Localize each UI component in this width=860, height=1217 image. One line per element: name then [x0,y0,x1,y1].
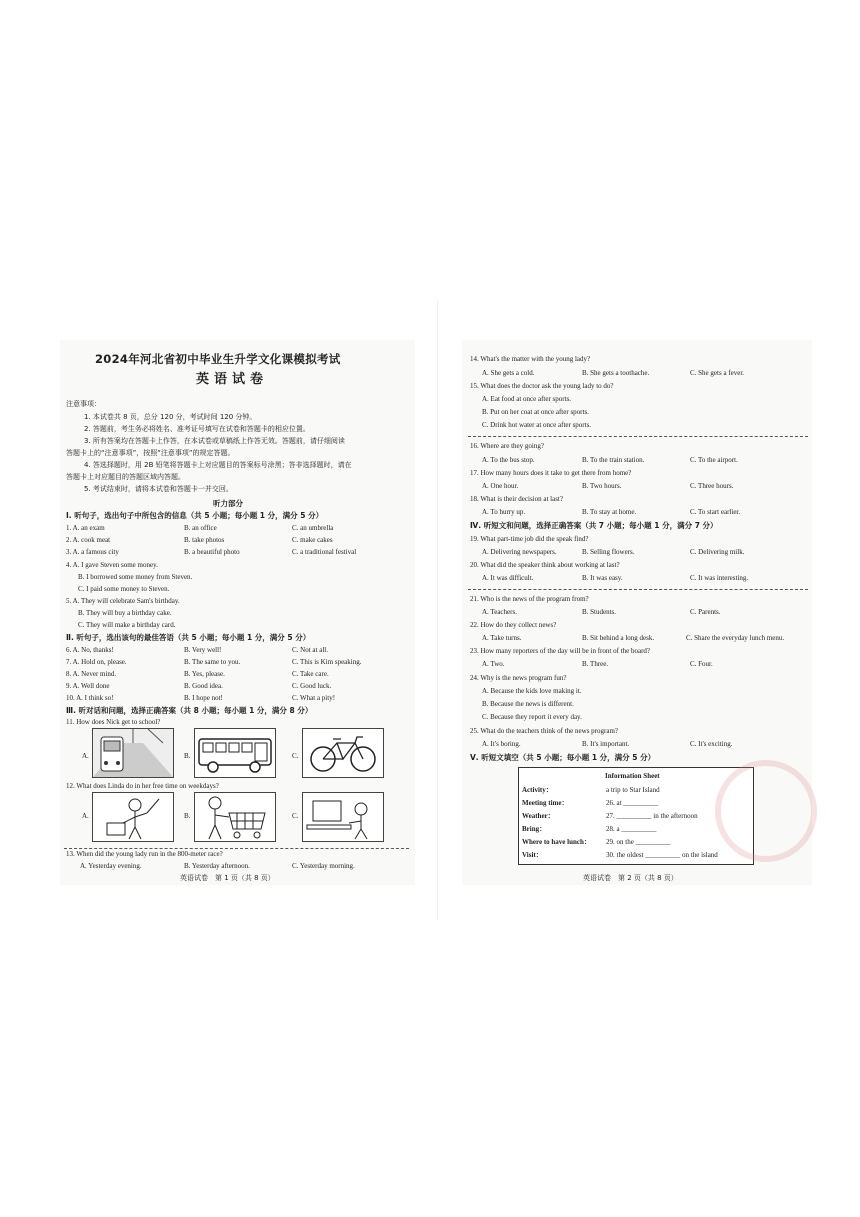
option-a: A. It was difficult. [482,574,534,582]
question-16: 16. Where are they going? [470,442,544,450]
question-10: 10. A. I think so! [66,694,114,702]
info-label: Meeting time： [522,799,569,807]
option-c: C. It's exciting. [690,740,733,748]
info-value: a trip to Star Island [606,786,660,794]
exam-title: 2024年河北省初中毕业生升学文化课模拟考试 [95,352,341,366]
option-c: C. Three hours. [690,482,734,490]
option-c: C. She gets a fever. [690,369,745,377]
question-11: 11. How does Nick get to school? [66,718,161,726]
option-b: B. I hope not! [184,694,223,702]
info-label: Bring： [522,825,547,833]
option-c: C. They will make a birthday card. [78,621,176,629]
option-c: C. Share the everyday lunch menu. [686,634,785,642]
computer-picture [302,792,384,842]
option-b: B. They will buy a birthday cake. [78,609,172,617]
page-footer: 英语试卷 第 1 页（共 8 页） [180,874,275,882]
option-b: B. Good idea. [184,682,223,690]
option-b: B. The same to you. [184,658,241,666]
bus-picture [194,728,276,778]
option-c: C. make cakes [292,536,333,544]
red-stamp-mark [715,760,817,862]
option-c: C. Four. [690,660,713,668]
question-7: 7. A. Hold on, please. [66,658,127,666]
question-2: 2. A. cook meat [66,536,111,544]
question-17: 17. How many hours does it take to get there from home? [470,469,632,477]
option-c: C. a traditional festival [292,548,357,556]
option-b: B. To the train station. [582,456,645,464]
info-value: 26. at __________ [606,799,659,807]
option-a: A. To hurry up. [482,508,526,516]
picture-label-c: C. [292,752,299,760]
question-14: 14. What's the matter with the young lady? [470,355,591,363]
option-b: B. Very well! [184,646,222,654]
question-12: 12. What does Linda do in her free time on weekdays? [66,782,219,790]
option-a: A. Take turns. [482,634,522,642]
option-b: B. Yesterday afternoon. [184,862,250,870]
option-b: B. I borrowed some money from Steven. [78,573,193,581]
option-b: B. take photos [184,536,225,544]
notice-line: 5. 考试结束时，请将本试卷和答题卡一并交回。 [84,485,233,493]
picture-label-b: B. [184,812,191,820]
info-label: Activity： [522,786,553,794]
section-heading: Ⅰ. 听句子，选出句子中所包含的信息（共 5 小题；每小题 1 分，满分 5 分） [66,511,324,520]
question-8: 8. A. Never mind. [66,670,117,678]
info-value: 28. a __________ [606,825,657,833]
page-fold [437,300,438,920]
option-b: B. It was easy. [582,574,623,582]
section-heading: Ⅳ. 听短文和问题，选择正确答案（共 7 小题；每小题 1 分，满分 7 分） [470,521,718,530]
option-a: A. Eat food at once after sports. [482,395,572,403]
notice-line: 4. 答选择题时，用 2B 铅笔将答题卡上对应题目的答案标号涂黑；答非选择题时，请在 [84,461,352,469]
option-c: C. Yesterday morning. [292,862,355,870]
picture-label-a: A. [82,752,89,760]
info-label: Where to have lunch： [522,838,591,846]
information-sheet-title: Information Sheet [605,772,660,780]
option-c: C. Delivering milk. [690,548,745,556]
question-9: 9. A. Well done [66,682,110,690]
bicycle-picture [302,728,384,778]
info-value: 30. the oldest __________ on the island [606,851,718,859]
option-b: B. Put on her coat at once after sports. [482,408,589,416]
divider [468,589,808,590]
question-23: 23. How many reporters of the day will be in front of the board? [470,647,651,655]
notice-line: 答题卡上的“注意事项”，按照“注意事项”的规定答题。 [66,449,235,457]
question-15: 15. What does the doctor ask the young lady to do? [470,382,614,390]
option-c: C. What a pity! [292,694,336,702]
picture-label-c: C. [292,812,299,820]
info-label: Weather： [522,812,555,820]
listening-heading: 听力部分 [213,499,243,508]
option-a: A. Delivering newspapers. [482,548,557,556]
option-c: C. To the airport. [690,456,738,464]
question-1: 1. A. an exam [66,524,105,532]
option-b: B. Sit behind a long desk. [582,634,655,642]
option-b: B. Three. [582,660,609,668]
divider [64,848,409,849]
option-c: C. Because they report it every day. [482,713,582,721]
question-6: 6. A. No, thanks! [66,646,114,654]
notice-line: 1. 本试卷共 8 页，总分 120 分，考试时间 120 分钟。 [84,413,257,421]
option-c: C. To start earlier. [690,508,741,516]
section-heading: Ⅲ. 听对话和问题，选择正确答案（共 8 小题；每小题 1 分，满分 8 分） [66,706,313,715]
option-c: C. Parents. [690,608,721,616]
picture-label-a: A. [82,812,89,820]
option-b: B. Yes, please. [184,670,225,678]
option-a: A. Yesterday evening. [80,862,142,870]
picture-label-b: B. [184,752,191,760]
option-c: C. It was interesting. [690,574,749,582]
option-c: C. This is Kim speaking. [292,658,362,666]
shopping-cart-picture [194,792,276,842]
question-3: 3. A. a famous city [66,548,119,556]
option-c: C. I paid some money to Steven. [78,585,170,593]
option-a: A. One hour. [482,482,519,490]
question-13: 13. When did the young lady run in the 800-meter race? [66,850,223,858]
info-value: 27. __________ in the afternoon [606,812,698,820]
question-20: 20. What did the speaker think about working at last? [470,561,620,569]
question-5: 5. A. They will celebrate Sam's birthday. [66,597,180,605]
option-c: C. Take care. [292,670,329,678]
option-a: A. Two. [482,660,505,668]
option-a: A. She gets a cold. [482,369,535,377]
option-a: A. Because the kids love making it. [482,687,582,695]
question-25: 25. What do the teachers think of the news program? [470,727,618,735]
info-value: 29. on the __________ [606,838,671,846]
question-22: 22. How do they collect news? [470,621,557,629]
option-a: A. It's boring. [482,740,521,748]
option-a: A. Teachers. [482,608,517,616]
option-c: C. Drink hot water at once after sports. [482,421,592,429]
option-b: B. Because the news is different. [482,700,574,708]
option-b: B. To stay at home. [582,508,637,516]
section-heading: Ⅴ. 听短文填空（共 5 小题；每小题 1 分，满分 5 分） [470,753,656,762]
notice-line: 3. 所有答案均在答题卡上作答，在本试卷或草稿纸上作答无效。答题前，请仔细阅读 [84,437,345,445]
question-21: 21. Who is the news of the program from? [470,595,589,603]
option-b: B. Selling flowers. [582,548,635,556]
info-label: Visit： [522,851,543,859]
option-a: A. To the bus stop. [482,456,535,464]
question-24: 24. Why is the news program fun? [470,674,567,682]
option-b: B. It's important. [582,740,630,748]
question-4: 4. A. I gave Steven some money. [66,561,158,569]
option-b: B. a beautiful photo [184,548,240,556]
cooking-picture [92,792,174,842]
notice-heading: 注意事项： [66,400,101,408]
option-b: B. Two hours. [582,482,622,490]
divider [468,436,808,437]
notice-line: 答题卡上对应题目的答题区域内答题。 [66,473,185,481]
question-18: 18. What is their decision at last? [470,495,563,503]
option-c: C. Good luck. [292,682,332,690]
option-c: C. an umbrella [292,524,334,532]
option-c: C. Not at all. [292,646,328,654]
notice-line: 2. 答题前，考生务必将姓名、准考证号填写在试卷和答题卡的相应位置。 [84,425,310,433]
question-19: 19. What part-time job did the speak find? [470,535,589,543]
subway-train-picture [92,728,174,778]
exam-subject-title: 英语试卷 [196,372,269,387]
option-b: B. Students. [582,608,617,616]
section-heading: Ⅱ. 听句子，选出该句的最佳答语（共 5 小题；每小题 1 分，满分 5 分） [66,633,311,642]
option-b: B. an office [184,524,217,532]
page-footer: 英语试卷 第 2 页（共 8 页） [583,874,678,882]
option-b: B. She gets a toothache. [582,369,650,377]
